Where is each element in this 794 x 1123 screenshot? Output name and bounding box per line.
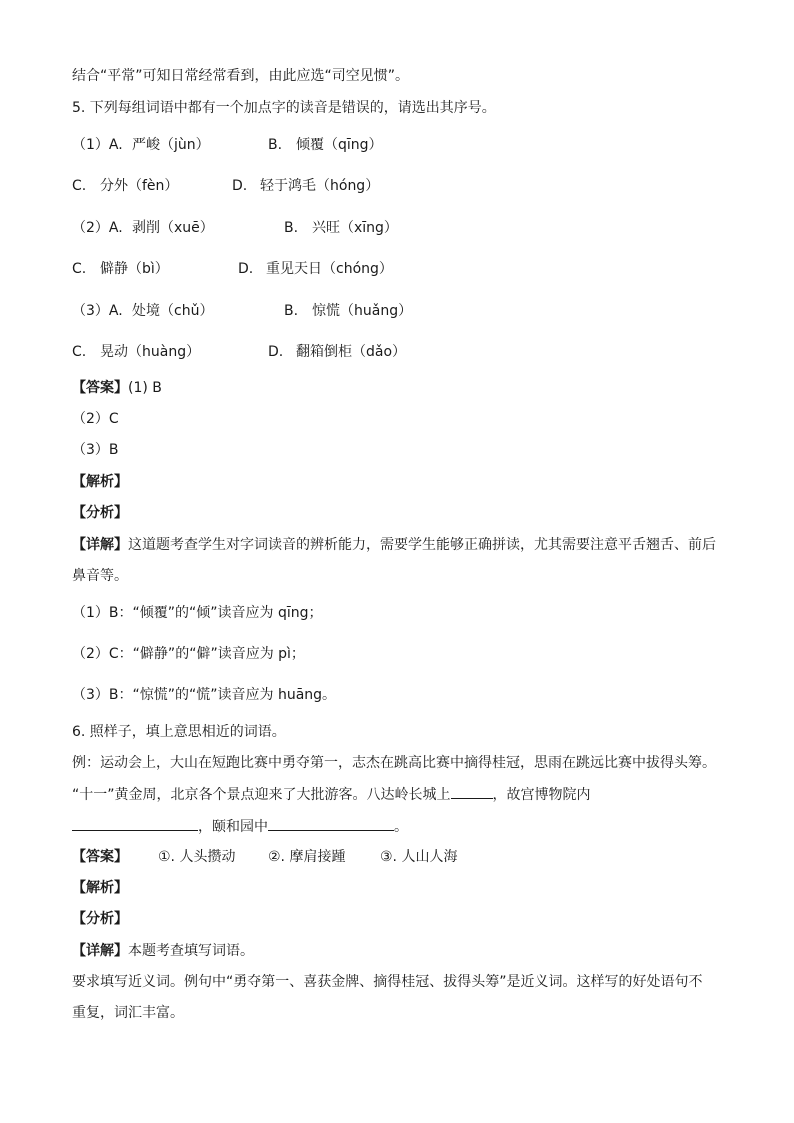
text-line: 结合“平常”可知日常经常看到，由此应选“司空见惯”。 (72, 68, 410, 84)
answer-tag: 【答案】 (72, 380, 128, 396)
q2-option-c-label: C. (72, 261, 87, 277)
analysis-tag: 【解析】 (72, 474, 128, 490)
answer-6-tag: 【答案】 (72, 849, 128, 865)
detail-6-tag: 【详解】 (72, 943, 128, 959)
q2-option-c: 僻静（bì） (100, 261, 169, 277)
detail-6-line (72, 941, 254, 961)
q3-option-a: 处境（chǔ） (132, 303, 214, 319)
q1-option-d-label: D. (232, 178, 248, 194)
fill-blank-1[interactable] (451, 784, 493, 799)
fill-text-c: ，颐和园中 (198, 819, 268, 835)
q2-option-d-label: D. (238, 261, 254, 277)
answer-5-line (72, 378, 162, 398)
q3-option-d: 翻箱倒柜（dǎo） (296, 344, 407, 360)
answer-5-1: (1) B (128, 380, 162, 396)
breakdown-tag: 【分析】 (72, 505, 128, 521)
q1-option-b: 倾覆（qīng） (296, 137, 383, 153)
requirement-line: 要求填写近义词。例句中“勇夺第一、喜获金牌、摘得桂冠、拔得头筹”是近义词。这样写的好处语句不 (72, 974, 703, 990)
q3-option-d-label: D. (268, 344, 284, 360)
question-6-fill-line-2 (72, 816, 408, 836)
q3-option-b: 惊慌（huǎng） (312, 303, 413, 319)
breakdown-6-tag: 【分析】 (72, 911, 128, 927)
fill-blank-3[interactable] (268, 816, 394, 831)
question-5-title: 5. 下列每组词语中都有一个加点字的读音是错误的，请选出其序号。 (72, 100, 496, 116)
q1-option-c-label: C. (72, 178, 87, 194)
analysis-6-tag: 【解析】 (72, 880, 128, 896)
fill-text-d: 。 (394, 819, 408, 835)
answer-6-2: ②. 摩肩接踵 (268, 849, 346, 865)
detail-tag: 【详解】 (72, 537, 128, 553)
explanation-1: （1）B：“倾覆”的“倾”读音应为 qīng； (72, 605, 323, 621)
q3-option-c-label: C. (72, 344, 87, 360)
question-6-fill-line-1 (72, 784, 591, 804)
q2-option-d: 重见天日（chóng） (266, 261, 393, 277)
answer-6-3: ③. 人山人海 (380, 849, 458, 865)
question-6-example: 例：运动会上，大山在短跑比赛中勇夺第一，志杰在跳高比赛中摘得桂冠，思雨在跳远比赛中拔得头筹。 (72, 755, 716, 771)
answer-5-2: （2）C (72, 411, 119, 427)
q1-option-d: 轻于鸿毛（hóng） (260, 178, 380, 194)
fill-text-a: “十一”黄金周，北京各个景点迎来了大批游客。八达岭长城上 (72, 787, 451, 803)
q2-option-b: 兴旺（xīng） (312, 220, 398, 236)
q3-option-b-label: B. (284, 303, 299, 319)
fill-blank-2[interactable] (72, 816, 198, 831)
detail-5-continued: 鼻音等。 (72, 568, 128, 584)
explanation-2: （2）C：“僻静”的“僻”读音应为 pì； (72, 646, 305, 662)
detail-5-line (72, 535, 716, 555)
q1-option-b-label: B. (268, 137, 283, 153)
requirement-continued: 重复，词汇丰富。 (72, 1005, 184, 1021)
q1-number: （1）A. (72, 137, 123, 153)
answer-6-1: ①. 人头攒动 (158, 849, 236, 865)
q2-option-b-label: B. (284, 220, 299, 236)
q2-number: （2）A. (72, 220, 123, 236)
q1-option-a: 严峻（jùn） (132, 137, 210, 153)
fill-text-b: ，故宫博物院内 (492, 787, 591, 803)
q3-number: （3）A. (72, 303, 123, 319)
q3-option-c: 晃动（huàng） (100, 344, 201, 360)
answer-5-3: （3）B (72, 442, 119, 458)
question-6-title: 6. 照样子，填上意思相近的词语。 (72, 724, 286, 740)
q2-option-a: 剥削（xuē） (132, 220, 214, 236)
detail-6-text: 本题考查填写词语。 (128, 943, 254, 959)
q1-option-c: 分外（fèn） (100, 178, 179, 194)
detail-5-text: 这道题考查学生对字词读音的辨析能力，需要学生能够正确拼读，尤其需要注意平舌翘舌、前后 (128, 537, 716, 553)
explanation-3: （3）B：“惊慌”的“慌”读音应为 huāng。 (72, 687, 337, 703)
